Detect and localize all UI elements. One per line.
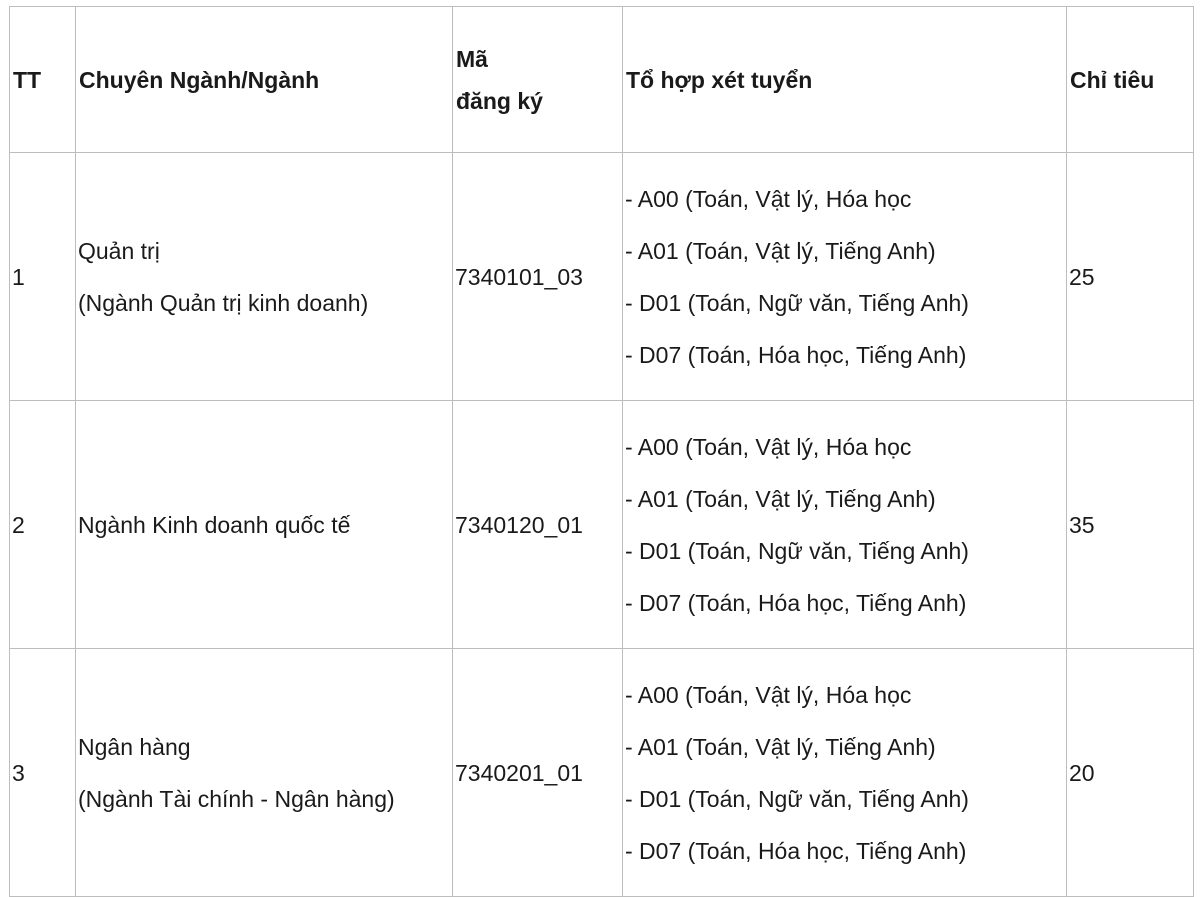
combo-item: - A00 (Toán, Vật lý, Hóa học	[625, 681, 912, 708]
combo-item: - D07 (Toán, Hóa học, Tiếng Anh)	[625, 341, 967, 368]
major-name: Ngân hàng	[78, 733, 191, 760]
major-parent: (Ngành Quản trị kinh doanh)	[78, 289, 369, 316]
combo-item: - D01 (Toán, Ngữ văn, Tiếng Anh)	[625, 537, 969, 564]
combo-item: - A01 (Toán, Vật lý, Tiếng Anh)	[625, 237, 936, 264]
combo-item: - A01 (Toán, Vật lý, Tiếng Anh)	[625, 485, 936, 512]
combo-item: - D01 (Toán, Ngữ văn, Tiếng Anh)	[625, 785, 969, 812]
header-quota: Chỉ tiêu	[1067, 7, 1194, 153]
cell-code: 7340201_01	[453, 649, 623, 897]
cell-major	[76, 153, 453, 401]
cell-code: 7340120_01	[453, 401, 623, 649]
combo-item: - A01 (Toán, Vật lý, Tiếng Anh)	[625, 733, 936, 760]
cell-major	[76, 401, 453, 649]
cell-tt: 3	[10, 649, 76, 897]
header-code-line1: Mã	[456, 45, 488, 72]
cell-combo	[623, 649, 1067, 897]
combo-item: - A00 (Toán, Vật lý, Hóa học	[625, 185, 912, 212]
table-row	[10, 649, 1194, 897]
combo-item: - D07 (Toán, Hóa học, Tiếng Anh)	[625, 589, 967, 616]
combo-item: - D01 (Toán, Ngữ văn, Tiếng Anh)	[625, 289, 969, 316]
cell-tt: 2	[10, 401, 76, 649]
admission-table-container	[9, 6, 1193, 886]
cell-tt: 1	[10, 153, 76, 401]
cell-quota: 35	[1067, 401, 1194, 649]
header-major: Chuyên Ngành/Ngành	[76, 7, 453, 153]
cell-combo	[623, 153, 1067, 401]
cell-major	[76, 649, 453, 897]
cell-code: 7340101_03	[453, 153, 623, 401]
header-tt: TT	[10, 7, 76, 153]
header-combo: Tổ hợp xét tuyển	[623, 7, 1067, 153]
table-header-row	[10, 7, 1194, 153]
header-code	[453, 7, 623, 153]
major-parent: (Ngành Tài chính - Ngân hàng)	[78, 785, 395, 812]
combo-item: - A00 (Toán, Vật lý, Hóa học	[625, 433, 912, 460]
major-name: Ngành Kinh doanh quốc tế	[78, 511, 351, 538]
combo-item: - D07 (Toán, Hóa học, Tiếng Anh)	[625, 837, 967, 864]
header-code-line2: đăng ký	[456, 87, 543, 114]
admission-quota-table	[9, 6, 1194, 897]
table-row	[10, 401, 1194, 649]
cell-quota: 25	[1067, 153, 1194, 401]
cell-quota: 20	[1067, 649, 1194, 897]
table-row	[10, 153, 1194, 401]
cell-combo	[623, 401, 1067, 649]
major-name: Quản trị	[78, 237, 160, 264]
